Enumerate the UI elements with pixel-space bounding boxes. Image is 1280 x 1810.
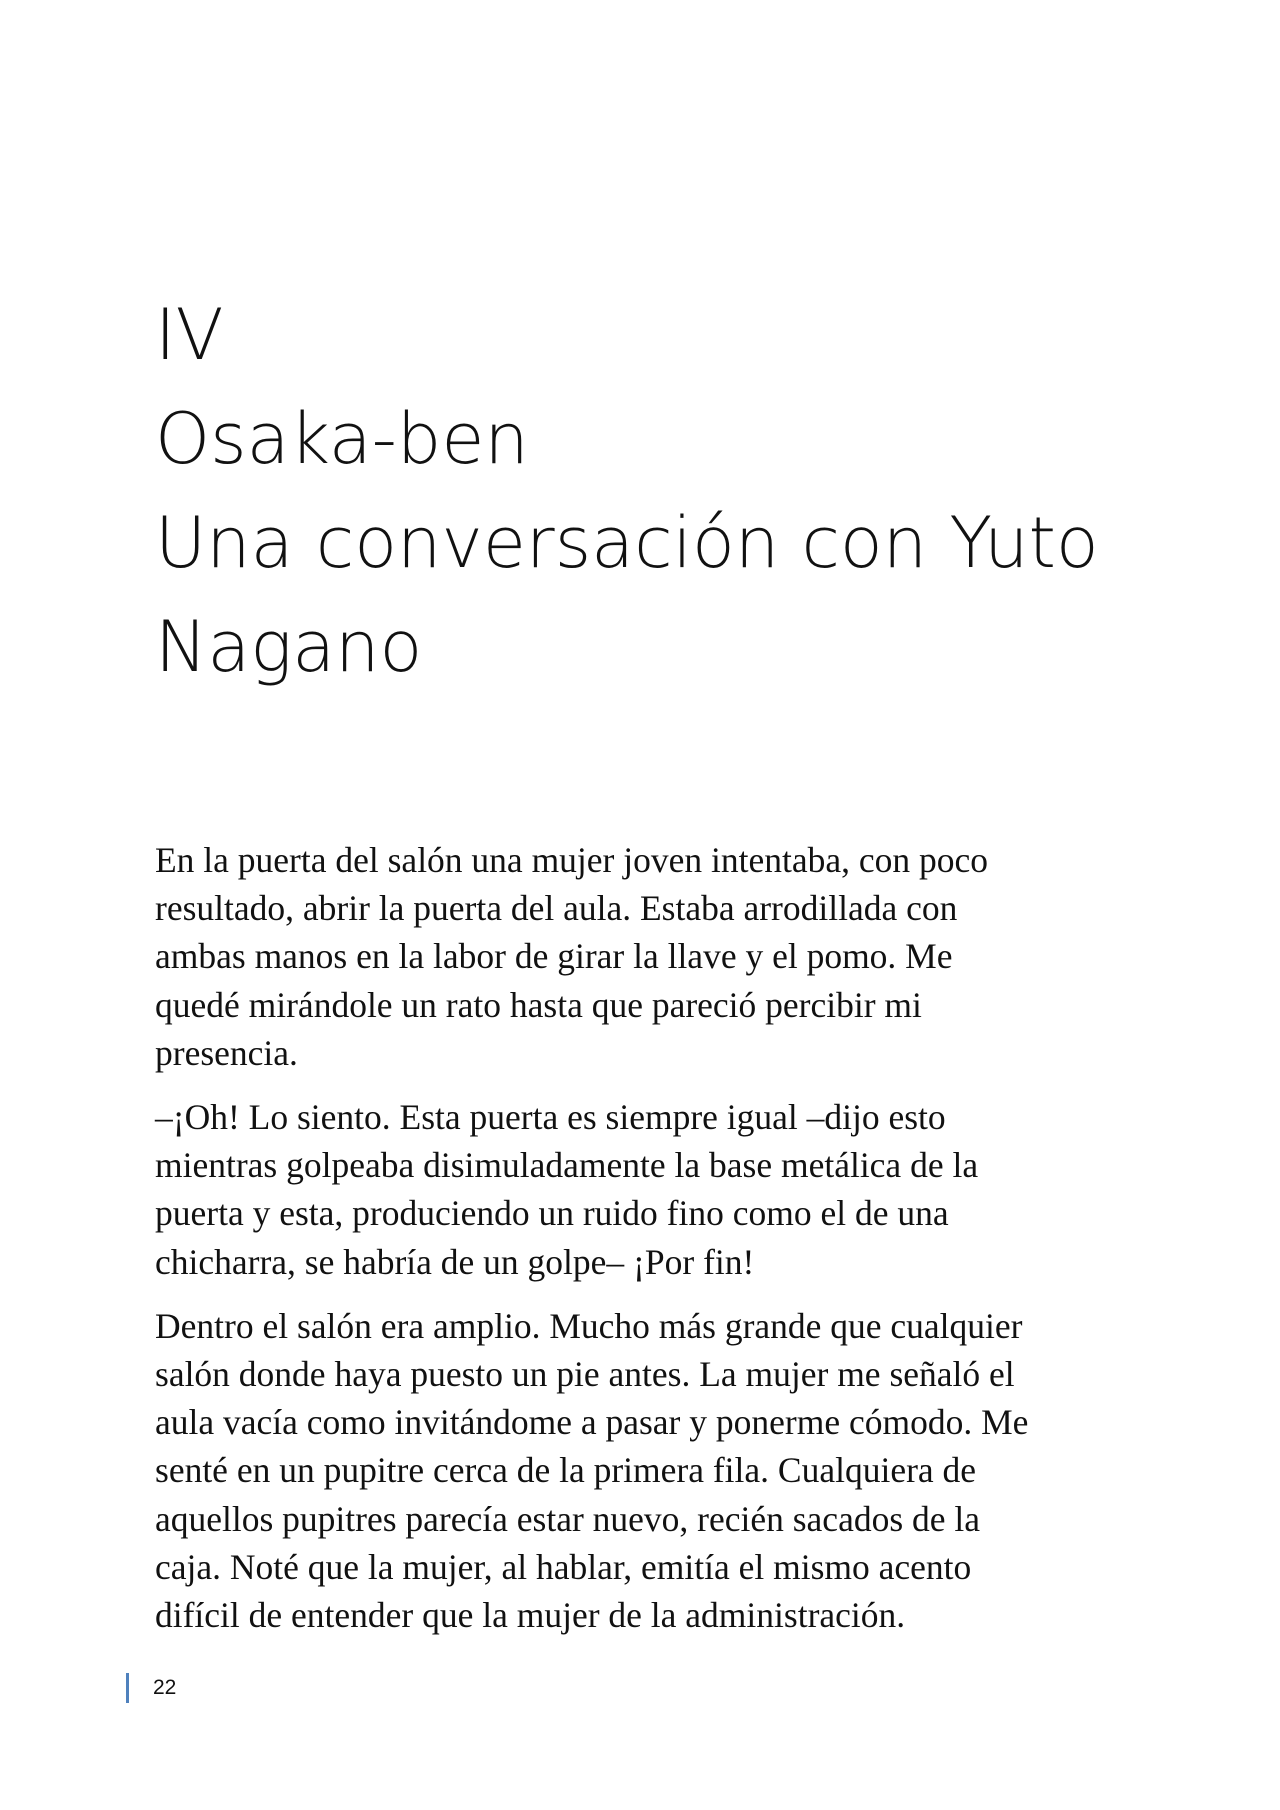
text-line: salón donde haya puesto un pie antes. La mujer me señaló el — [155, 1354, 1015, 1395]
text-line: mientras golpeaba disimuladamente la base metálica de la — [155, 1145, 979, 1186]
text-line: aula vacía como invitándome a pasar y ponerme cómodo. Me — [155, 1402, 1029, 1443]
text-line: presencia. — [155, 1032, 298, 1073]
chapter-subtitle-line-2: Nagano — [155, 606, 423, 688]
text-line: aquellos pupitres parecía estar nuevo, recién sacados de la — [155, 1498, 981, 1539]
chapter-number: IV — [155, 294, 224, 376]
page-number: 22 — [153, 1676, 177, 1699]
text-line: puerta y esta, produciendo un ruido fino como el de una — [155, 1193, 949, 1234]
footer-accent-bar — [126, 1673, 129, 1703]
text-line: caja. Noté que la mujer, al hablar, emitía el mismo acento — [155, 1546, 972, 1587]
chapter-heading — [155, 283, 1155, 699]
chapter-subtitle-line-1: Una conversación con Yuto — [155, 502, 1099, 584]
paragraph — [155, 1093, 1115, 1286]
text-line: quedé mirándole un rato hasta que pareció percibir mi — [155, 984, 922, 1025]
body-text — [155, 836, 1115, 1655]
paragraph — [155, 1302, 1115, 1639]
text-line: difícil de entender que la mujer de la administración. — [155, 1595, 906, 1636]
page-footer — [126, 1672, 176, 1704]
text-line: –¡Oh! Lo siento. Esta puerta es siempre igual –dijo esto — [155, 1097, 946, 1138]
text-line: Dentro el salón era amplio. Mucho más grande que cualquier — [155, 1305, 1023, 1346]
text-line: ambas manos en la labor de girar la llave y el pomo. Me — [155, 936, 953, 977]
text-line: En la puerta del salón una mujer joven intentaba, con poco — [155, 840, 988, 880]
text-line: chicharra, se habría de un golpe– ¡Por fin! — [155, 1241, 755, 1282]
text-line: resultado, abrir la puerta del aula. Estaba arrodillada con — [155, 888, 958, 929]
text-line: senté en un pupitre cerca de la primera fila. Cualquiera de — [155, 1450, 977, 1491]
chapter-title: Osaka-ben — [155, 398, 529, 480]
paragraph — [155, 836, 1115, 1077]
